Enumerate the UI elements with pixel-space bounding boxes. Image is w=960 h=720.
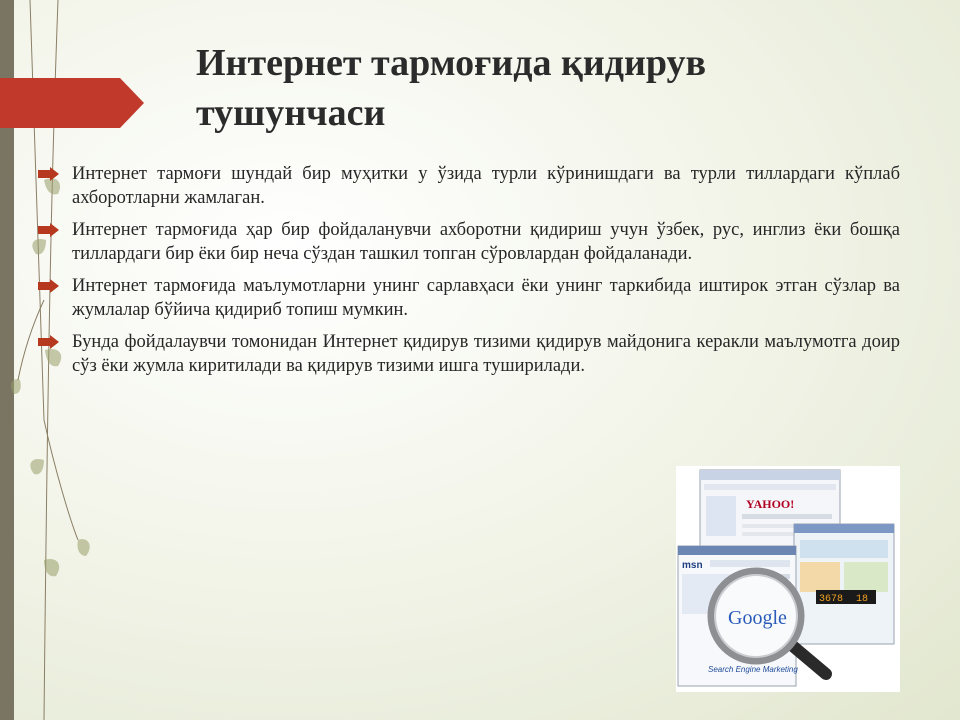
- arrow-bullet-icon: [38, 335, 60, 349]
- list-item: [38, 218, 900, 266]
- bullet-text: Бунда фойдалаувчи томонидан Интернет қидирув тизими қидирув майдонига керакли маълумотга доир сўз ёки жумла киритилади ва қидирув тизими ишга туширилади.: [72, 332, 900, 376]
- bullet-text: Интернет тармоғида ҳар бир фойдаланувчи ахборотни қидириш учун ўзбек, рус, инглиз ёки бошқа тиллардаги бир ёки бир неча сўздан ташкил топган сўровлардан фойдаланади.: [72, 220, 900, 264]
- bullet-text: Интернет тармоғи шундай бир муҳитки у ўзида турли кўринишдаги ва турли тиллардаги кўплаб ахборотларни жамлаган.: [72, 164, 900, 208]
- counter-right: 18: [856, 594, 869, 605]
- portal-window: [794, 524, 894, 644]
- msn-logo: msn: [682, 560, 703, 571]
- title-line-1: Интернет тармоғида қидирув: [196, 42, 707, 84]
- image-caption: Search Engine Marketing: [708, 665, 798, 674]
- arrow-bullet-icon: [38, 223, 60, 237]
- yahoo-logo: YAHOO!: [746, 497, 795, 511]
- list-item: [38, 274, 900, 322]
- slide-title: [196, 38, 896, 138]
- search-engine-image: [676, 466, 900, 692]
- arrow-bullet-icon: [38, 167, 60, 181]
- list-item: [38, 330, 900, 378]
- bullet-text: Интернет тармоғида маълумотларни унинг сарлавҳаси ёки унинг таркибида иштирок этган сўзлар ва жумлалар бўйича қидириб топиш мумкин.: [72, 276, 900, 320]
- title-line-2: тушунчаси: [196, 92, 386, 134]
- arrow-bullet-icon: [38, 279, 60, 293]
- counter-left: 3678: [819, 594, 844, 605]
- search-engine-illustration: [676, 466, 900, 692]
- list-item: [38, 162, 900, 210]
- google-logo: Google: [728, 607, 787, 629]
- title-accent-tab: [0, 78, 144, 128]
- bullet-list: [38, 162, 900, 386]
